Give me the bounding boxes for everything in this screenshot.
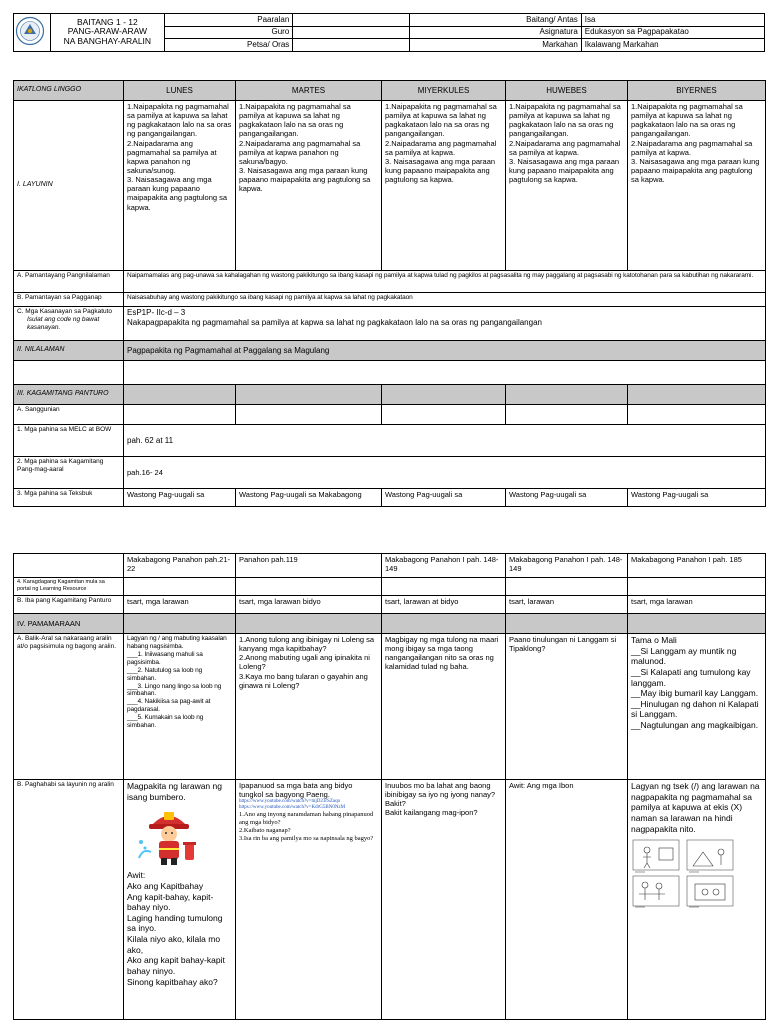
layunin-huwebes: 1.Naipapakita ng pagmamahal sa pamilya at kapuwa sa lahat ng pagkakataon lalo na sa oras ng pangangailangan. 2.Naipadarama ang pagmamahal sa pamilya at kapwa. 3. Naisasagawa ang mga paraan kung papaano maipapakita ang pagtulong sa kapwa. [506, 101, 628, 271]
label-petsa: Petsa/ Oras [165, 39, 293, 52]
day-header-martes: MARTES [236, 81, 382, 101]
video-link-2[interactable]: https://www.youtube.com/watch?v=KdrG5BN0NzM [239, 805, 346, 811]
pamantayan-sa-pagganap-value: Naisasabuhay ang wastong pakikitungo sa ibang kasapi ng pamilya at kapwa sa lahat ng pagkakataon [124, 293, 766, 307]
empty-cell [382, 614, 506, 634]
kasanayan-label-title: C. Mga Kasanayan sa Pagkatuto [17, 308, 113, 315]
kasanayan-value [124, 307, 766, 341]
label-paaralan: Paaralan [165, 14, 293, 27]
iba-miyerkules: tsart, larawan at bidyo [382, 596, 506, 614]
empty-cell [628, 614, 766, 634]
kasanayan-code: EsP1P- IIc-d – 3 [127, 308, 186, 317]
balik-aral-label: A. Balik-Aral sa nakaraang aralin at/o pagsisimula ng bagong aralin. [14, 634, 124, 780]
melc-value: pah. 62 at 11 [124, 425, 766, 457]
firefighter-image [133, 804, 205, 866]
seal-icon [15, 15, 45, 47]
pamantayan-sa-pagganap-label: B. Pamantayan sa Pagganap [14, 293, 124, 307]
label-baitang: Baitang/ Antas [410, 14, 582, 27]
label-asignatura: Asignatura [410, 26, 582, 39]
nilalaman-value: Pagpapakita ng Pagmamahal at Paggalang sa Magulang [124, 341, 766, 361]
paghahabi-martes-intro: Ipapanuod sa mga bata ang bidyo tungkol sa bagyong Paeng. [239, 781, 353, 800]
layunin-lunes: 1.Naipapakita ng pagmamahal sa pamilya at kapuwa sa lahat ng pagkakataon lalo na sa oras ng pangangailangan. 2.Naipadarama ang pagmamahal sa pamilya at kapwa panahon ng sakuna/sunog. 3. Naisasagawa ang mga paraan kung papaano maipapakita ang pagtulong sa kapwa. [124, 101, 236, 271]
empty-cell [382, 385, 506, 405]
value-asignatura[interactable]: Edukasyon sa Pagpapakatao [581, 26, 764, 39]
teksbuk-cont-lunes: Makabagong Panahon pah.21-22 [124, 554, 236, 578]
header-title [50, 14, 164, 52]
paghahabi-martes [236, 780, 382, 1020]
paghahabi-miyerkules: Inuubos mo ba lahat ang baong ibinibigay sa iyo ng iyong nanay? Bakit? Bakit kailangang mag-ipon? [382, 780, 506, 1020]
empty-cell [124, 614, 236, 634]
balik-aral-miyerkules: Magbigay ng mga tulong na maari mong ibigay sa mga taong nangangailangan nito sa oras ng kalamidad tulad ng baha. [382, 634, 506, 780]
paghahabi-label: B. Paghahabi sa layunin ng aralin [14, 780, 124, 1020]
iba-huwebes: tsart, larawan [506, 596, 628, 614]
layunin-biyernes: 1.Naipapakita ng pagmamahal sa pamilya at kapuwa sa lahat ng pagkakataon lalo na sa oras ng pangangailangan. 2.Naipadarama ang pagmamahal sa pamilya at kapwa. 3. Naisasagawa ang mga paraan kung papaano maipapakita ang pagtulong sa kapwa. [628, 101, 766, 271]
empty-cell [14, 361, 124, 385]
paghahabi-biyernes-text: Lagyan ng tsek (/) ang larawan na nagpapakita ng pagmamahal sa pamilya at kapuwa at ekis (X) naman sa larawan na hindi nagpapakita nito. [631, 781, 760, 834]
paghahabi-lunes [124, 780, 236, 1020]
kasanayan-text: Nakapagpapakita ng pagmamahal sa pamilya at kapwa sa lahat ng pagkakataon lalo na sa oras ng pangangailangan [127, 317, 542, 327]
day-header-biyernes: BIYERNES [628, 81, 766, 101]
kagamitang-pang-mag-aaral-label: 2. Mga pahina sa Kagamitang Pang-mag-aaral [14, 457, 124, 489]
title-line-1: BAITANG 1 - 12 [76, 16, 138, 27]
kagamitang-pang-mag-aaral-value: pah.16- 24 [124, 457, 766, 489]
teksbuk-martes: Wastong Pag-uugali sa Makabagong [236, 489, 382, 507]
teksbuk-cont-miyerkules: Makabagong Panahon I pah. 148-149 [382, 554, 506, 578]
empty-cell [236, 614, 382, 634]
empty-cell [628, 405, 766, 425]
empty-cell [382, 405, 506, 425]
empty-cell [506, 614, 628, 634]
video-link-1[interactable]: https://www.youtube.com/watch?v=mjD23rSZaqo [239, 799, 341, 805]
lesson-plan-table-2 [13, 553, 766, 1020]
teksbuk-huwebes: Wastong Pag-uugali sa [506, 489, 628, 507]
title-line-3: NA BANGHAY-ARALIN [63, 36, 152, 47]
balik-aral-martes: 1.Anong tulong ang ibinigay ni Loleng sa kanyang mga kapitbahay? 2.Anong mabuting ugali ang ipinakita ni Loleng? 3.Kaya mo bang tularan o gayahin ang ginawa ni Loleng? [236, 634, 382, 780]
iba-pang-kagamitan-label: B. Iba pang Kagamitang Panturo [14, 596, 124, 614]
kagamitan-label: III. KAGAMITANG PANTURO [14, 385, 124, 405]
empty-cell [506, 385, 628, 405]
empty-cell [124, 385, 236, 405]
paghahabi-biyernes [628, 780, 766, 1020]
melc-label: 1. Mga pahina sa MELC at BOW [14, 425, 124, 457]
empty-cell [628, 578, 766, 596]
paghahabi-lunes-poem: Awit: Ako ang Kapitbahay Ang kapit-bahay, kapit-bahay niyo. Laging handing tumulong sa inyo. Kilala niyo ako, kilala mo ako, Ako ang kapit bahay-kapit bahay ninyo. Sinong kapitbahay ako? [127, 870, 225, 987]
lrm-label: 4. Karagdagang Kagamitan mula sa portal ng Learning Resource [14, 578, 124, 596]
empty-cell [236, 578, 382, 596]
iba-martes: tsart, mga larawan bidyo [236, 596, 382, 614]
value-guro[interactable] [293, 26, 410, 39]
iba-lunes: tsart, mga larawan [124, 596, 236, 614]
title-line-2: PANG-ARAW-ARAW [67, 26, 148, 37]
lesson-plan-table-1 [13, 80, 766, 507]
balik-aral-lunes: Lagyan ng / ang mabuting kaasalan habang nagsisimba. ___1. Iniiwasang mahuli sa pagsisimba. ___2. Natutulog sa loob ng simbahan. ___3. Lingo nang lingo sa loob ng simbahan. ___4. Nakikiisa sa pag-awit at pagdarasal. ___5. Kumakain sa loob ng simbahan. [124, 634, 236, 780]
layunin-miyerkules: 1.Naipapakita ng pagmamahal sa pamilya at kapuwa sa lahat ng pagkakataon lalo na sa oras ng pangangailangan. 2.Naipadarama ang pagmamahal sa pamilya at kapwa. 3. Naisasagawa ang mga paraan kung papaano maipapakita ang pagtulong sa kapwa. [382, 101, 506, 271]
empty-cell [236, 405, 382, 425]
paghahabi-martes-questions: 1.Ano ang inyong naramdaman habang pinapanuod ang mga bidyo? 2.Kaibato naganap? 3.Isa rin ba ang pamilya mo sa napinsala ng bagyo? [239, 811, 374, 843]
layunin-label: I. LAYUNIN [14, 101, 124, 271]
paghahabi-lunes-intro: Magpakita ng larawan ng isang bumbero. [127, 781, 222, 802]
picture-grid-image [631, 838, 735, 908]
value-baitang[interactable]: Isa [581, 14, 764, 27]
teksbuk-cont-huwebes: Makabagong Panahon I pah. 148-149 [506, 554, 628, 578]
iba-biyernes: tsart, mga larawan [628, 596, 766, 614]
pamamaraan-label: IV. PAMAMARAAN [14, 614, 124, 634]
pamantayang-pangnilalaman-label: A. Pamantayang Pangnilalaman [14, 271, 124, 293]
empty-cell [382, 578, 506, 596]
empty-cell [628, 385, 766, 405]
balik-aral-huwebes: Paano tinulungan ni Langgam si Tipaklong? [506, 634, 628, 780]
value-paaralan[interactable] [293, 14, 410, 27]
value-markahan[interactable]: Ikalawang Markahan [581, 39, 764, 52]
teksbuk-lunes: Wastong Pag-uugali sa [124, 489, 236, 507]
sanggunian-label: A. Sanggunian [14, 405, 124, 425]
nilalaman-label: II. NILALAMAN [14, 341, 124, 361]
label-markahan: Markahan [410, 39, 582, 52]
empty-cell [124, 578, 236, 596]
empty-cell [506, 578, 628, 596]
layunin-martes: 1.Naipapakita ng pagmamahal sa pamilya at kapuwa sa lahat ng pagkakataon lalo na sa oras ng pangangailangan. 2.Naipadarama ang pagmamahal sa pamilya at kapwa panahon ng sakuna/bagyo. 3. Naisasagawa ang mga paraan kung papaano maipapakita ang pagtulong sa kapwa. [236, 101, 382, 271]
empty-cell [124, 405, 236, 425]
label-guro: Guro [165, 26, 293, 39]
pamantayang-pangnilalaman-value: Naipamamalas ang pag-unawa sa kahalagahan ng wastong pakikitungo sa ibang kasapi ng pamilya at kapwa tulad ng pagkilos at pagsasalita ng may paggalang at pagsasabi ng katotohanan para sa kabutihan ng nakararami. [124, 271, 766, 293]
teksbuk-cont-biyernes: Makabagong Panahon I pah. 185 [628, 554, 766, 578]
empty-cell [506, 405, 628, 425]
value-petsa[interactable] [293, 39, 410, 52]
teksbuk-label: 3. Mga pahina sa Teksbuk [14, 489, 124, 507]
paghahabi-huwebes: Awit: Ang mga Ibon [506, 780, 628, 1020]
empty-cell [14, 554, 124, 578]
day-header-lunes: LUNES [124, 81, 236, 101]
empty-cell [124, 361, 766, 385]
week-label: IKATLONG LINGGO [14, 81, 124, 101]
deped-seal [14, 14, 51, 52]
teksbuk-cont-martes: Panahon pah.119 [236, 554, 382, 578]
balik-aral-biyernes: Tama o Mali __Si Langgam ay muntik ng malunod. __Si Kalapati ang tumulong kay langgam. __May ibig bumaril kay Langgam. __Hinulugan ng dahon ni Kalapati si Langgam. __Nagtulungan ang magkaibigan. [628, 634, 766, 780]
day-header-miyerkules: MIYERKULES [382, 81, 506, 101]
kasanayan-label [14, 307, 124, 341]
kasanayan-label-sub: Isulat ang code ng bawat kasanayan. [27, 315, 100, 331]
header-table [13, 13, 765, 52]
day-header-huwebes: HUWEBES [506, 81, 628, 101]
teksbuk-miyerkules: Wastong Pag-uugali sa [382, 489, 506, 507]
teksbuk-biyernes: Wastong Pag-uugali sa [628, 489, 766, 507]
empty-cell [236, 385, 382, 405]
